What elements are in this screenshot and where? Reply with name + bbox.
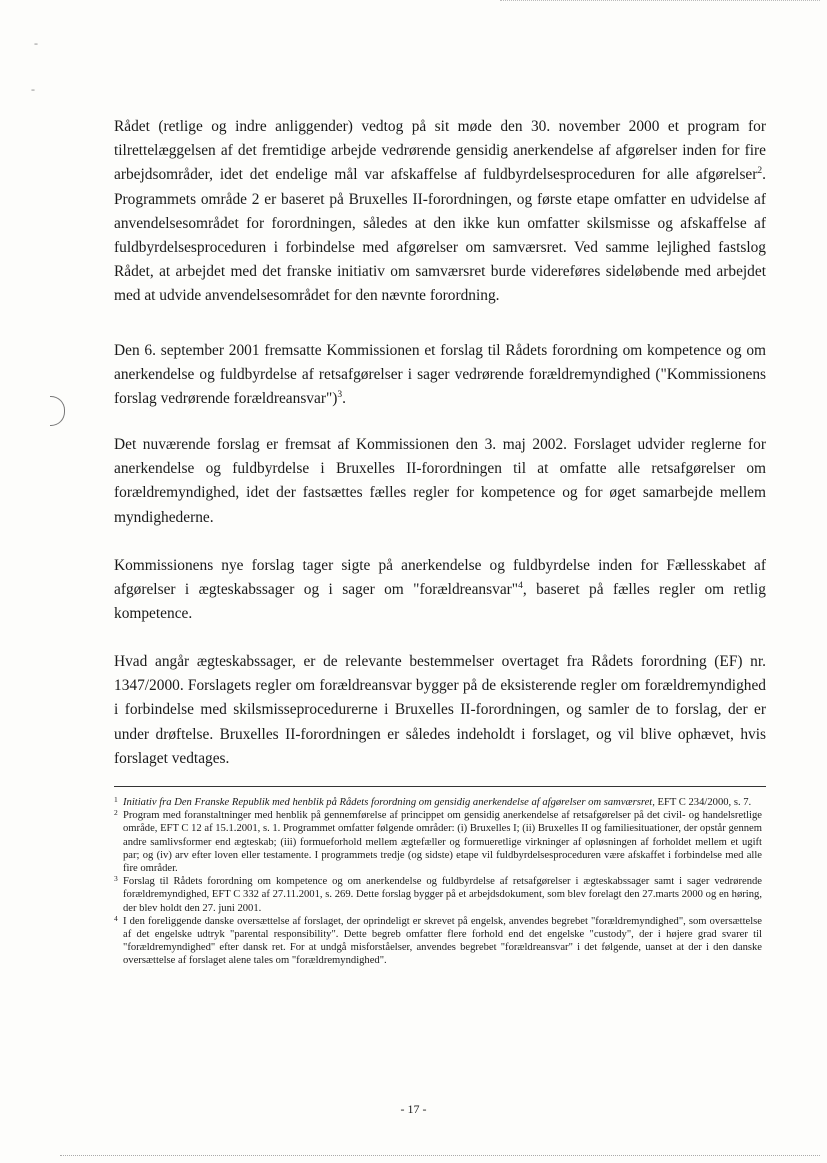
footnote-1 [114, 796, 762, 809]
scan-mark: - [31, 82, 35, 96]
paragraph-1 [114, 115, 766, 309]
paragraph-2-text-a: Den 6. september 2001 fremsatte Kommissionen et forslag til Rådets forordning om kompetence og om anerkendelse og fuldbyrdelse af retsafgørelser i sager vedrørende forældremyndighed ("Kommissionens forslag vedrørende forældreansvar") [114, 342, 766, 408]
footnote-number: 4 [114, 913, 118, 923]
footnote-2 [114, 809, 762, 875]
paragraph-4-text-a: Kommissionens nye forslag tager sigte på anerkendelse og fuldbyrdelse inden for Fællesskabet af afgørelser i ægteskabssager og i sager om "forældreansvar" [114, 557, 766, 599]
footnote-3 [114, 875, 762, 915]
paragraph-3-text: Det nuværende forslag er fremsat af Kommissionen den 3. maj 2002. Forslaget udvider reglerne for anerkendelse og fuldbyrdelse i Bruxelles II-forordningen til at omfatte alle retsafgørelser om forældremyndighed, idet der fastsættes fælles regler for kompetence og for øget samarbejde mellem myndighederne. [114, 436, 766, 526]
footnote-4 [114, 915, 762, 968]
paragraph-3 [114, 433, 766, 530]
footnote-4-text: I den foreliggende danske oversættelse af forslaget, der oprindeligt er skrevet på engelsk, anvendes begrebet "forældremyndighed", som oversættelse af det engelske udtryk "parental responsibility". Dette begreb omfatter flere forhold end det engelske "custody", der i højere grad svarer til "forældremyndighed" efter dansk ret. For at undgå misforståelser, anvendes begrebet "forældreansvar" i det følgende, uanset at der i den danske oversættelse af forslaget alene tales om "forældremyndighed". [123, 915, 762, 967]
scan-edge-top [500, 0, 820, 9]
footnote-2-text: Program med foranstaltninger med henblik på gennemførelse af princippet om gensidig anerkendelse af retsafgørelser på det civil- og handelsretlige område, EFT C 12 af 15.1.2001, s. 1. Programmet omfatter følgende områder: (i) Bruxelles I; (ii) Bruxelles II og familiesituationer, der opstår gennem andre samlivsformer end ægteskab; (iii) formueforhold mellem ægtefæller og formueretlige virkninger af opløsningen af forholdet mellem et ugift par; og (iv) arv efter loven eller testamente. I programmets tredje (og sidste) etape vil fuldbyrdelsesproceduren være afskaffet i forbindelse med alle fire områder. [123, 810, 762, 875]
page-number: - 17 - [400, 1102, 427, 1116]
paragraph-5 [114, 650, 766, 771]
footnote-number: 3 [114, 874, 118, 884]
footnote-separator [114, 786, 766, 787]
paragraph-1-text-a: Rådet (retlige og indre anliggender) vedtog på sit møde den 30. november 2000 et program for tilrettelæggelsen af det fremtidige arbejde vedrørende gensidig anerkendelse af afgørelser inden for fire arbejdsområder, idet det endelige mål var afskaffelse af fuldbyrdelsesproceduren for alle afgørelser [114, 118, 766, 184]
scan-edge-bottom [60, 1155, 820, 1161]
footnote-number: 2 [114, 808, 118, 818]
footnote-ref-4[interactable]: 4 [518, 581, 523, 592]
footnote-ref-3[interactable]: 3 [337, 390, 343, 401]
paragraph-2 [114, 339, 766, 412]
footnote-number: 1 [114, 795, 118, 804]
paragraph-1-text-b: . Programmets område 2 er baseret på Bruxelles II-forordningen, og første etape omfatter en udvidelse af anvendelsesområdet for forordningen, således at den ikke kun omfatter skilsmisse og afskaffelse af fuldbyrdelsesproceduren i forbindelse med afgørelser om samværsret. Ved samme lejlighed fastslog Rådet, at arbejdet med det franske initiativ om samværsret burde videreføres sideløbende med arbejdet med at udvide anvendelsesområdet for den nævnte forordning. [114, 166, 766, 305]
paragraph-5-text: Hvad angår ægteskabssager, er de relevante bestemmelser overtaget fra Rådets forordning (EF) nr. 1347/2000. Forslagets regler om forældreansvar bygger på de eksisterende regler om forældremyndighed i forbindelse med skilsmisseprocedurerne i Bruxelles II-forordningen, og samler de to forslag, der er under drøftelse. Bruxelles II-forordningen er således indeholdt i forslaget, og vil blive ophævet, hvis forslaget vedtages. [114, 653, 766, 767]
paragraph-4 [114, 554, 766, 627]
footnote-1-italic: Initiativ fra Den Franske Republik med henblik på Rådets forordning om gensidig anerkendelse af afgørelser om samværsret, [123, 797, 655, 808]
scan-mark: - [34, 36, 38, 50]
paragraph-4-text-b: , baseret på fælles regler om retlig kompetence. [114, 581, 766, 623]
footnote-3-text: Forslag til Rådets forordning om kompetence og om anerkendelse og fuldbyrdelse af retsafgørelser i ægteskabssager samt i sager vedrørende forældremyndighed, EFT C 332 af 27.11.2001, s. 269. Dette forslag bygger på et arbejdsdokument, som blev forelagt den 27.marts 2000 og en høring, der blev holdt den 27. juni 2001. [123, 876, 762, 914]
footnote-1-text: EFT C 234/2000, s. 7. [654, 797, 752, 808]
footnotes [114, 796, 762, 968]
scan-bracket-mark [50, 396, 65, 426]
paragraph-2-text-b: . [342, 390, 346, 408]
footnote-ref-2[interactable]: 2 [757, 166, 763, 177]
